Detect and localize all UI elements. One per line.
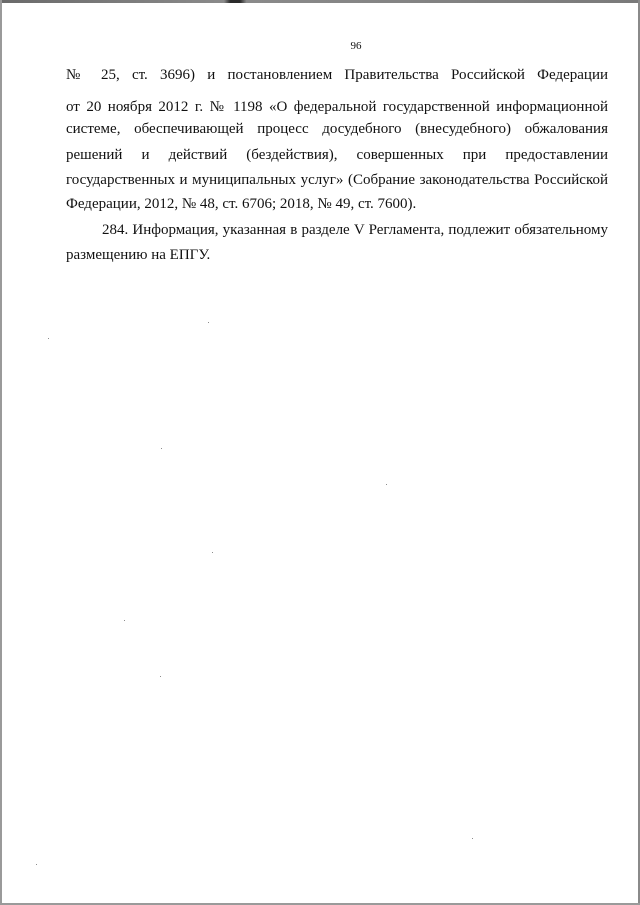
scan-speck — [386, 484, 387, 485]
scan-speck — [212, 552, 213, 553]
scan-speck — [124, 620, 125, 621]
text-line: размещению на ЕПГУ. — [66, 247, 211, 263]
scan-border-left — [0, 0, 2, 905]
text-line: государственных и муниципальных услуг» (Собрание законодательства Российской — [66, 172, 608, 188]
scan-speck — [208, 322, 209, 323]
text-line: Федерации, 2012, № 48, ст. 6706; 2018, № 49, ст. 7600). — [66, 196, 417, 212]
scan-border-top — [0, 0, 640, 3]
text-line: 284. Информация, указанная в разделе V Регламента, подлежит обязательному — [102, 222, 608, 238]
scan-speck — [36, 864, 37, 865]
scan-speck — [161, 448, 162, 449]
scan-speck — [48, 338, 49, 339]
text-line: системе, обеспечивающей процесс досудебного (внесудебного) обжалования — [66, 121, 608, 137]
text-line: решений и действий (бездействия), совершенных при предоставлении — [66, 147, 608, 163]
scan-speck — [472, 838, 473, 839]
scan-speck — [160, 676, 161, 677]
page-number: 96 — [350, 40, 362, 52]
text-line: от 20 ноября 2012 г. № 1198 «О федеральной государственной информационной — [66, 99, 608, 115]
text-line: № 25, ст. 3696) и постановлением Правительства Российской Федерации — [66, 67, 608, 83]
